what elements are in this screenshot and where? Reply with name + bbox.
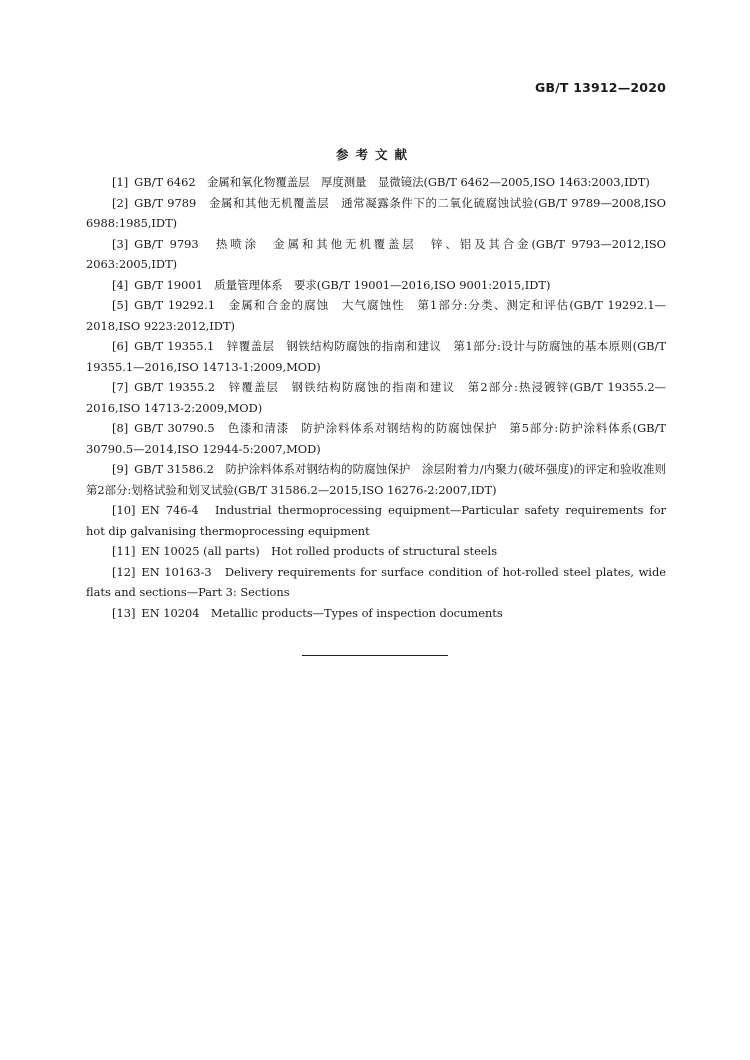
reference-item [86,336,666,377]
reference-text: GB/T 19292.1 金属和合金的腐蚀 大气腐蚀性 第1部分:分类、测定和评估(GB/T 19292.1—2018,ISO 9223:2012,IDT) [86,298,666,333]
reference-text: GB/T 9793 热喷涂 金属和其他无机覆盖层 锌、铝及其合金(GB/T 9793—2012,ISO 2063:2005,IDT) [86,236,666,271]
reference-item [86,562,666,603]
reference-number: [11] [112,544,136,558]
reference-item [86,377,666,418]
reference-item [86,500,666,541]
reference-item [86,193,666,234]
reference-text: EN 10025 (all parts) Hot rolled products of structural steels [141,544,498,558]
reference-text: EN 10163-3 Delivery requirements for surface condition of hot-rolled steel plates, wide flats and sections—Part 3: Sections [86,564,666,599]
reference-number: [7] [112,380,129,394]
reference-item [86,275,666,296]
reference-number: [10] [112,503,136,517]
reference-number: [2] [112,195,129,210]
section-title: 参考文献 [335,147,414,162]
end-rule [302,655,448,656]
reference-list [86,172,678,623]
reference-number: [9] [112,462,129,476]
reference-text: GB/T 9789 金属和其他无机覆盖层 通常凝露条件下的二氧化硫腐蚀试验(GB/T 9789—2008,ISO 6988:1985,IDT) [86,195,666,230]
reference-text: GB/T 30790.5 色漆和清漆 防护涂料体系对钢结构的防腐蚀保护 第5部分:防护涂料体系(GB/T 30790.5—2014,ISO 12944-5:2007,MOD) [86,421,666,456]
reference-text: EN 10204 Metallic products—Types of inspection documents [141,605,503,620]
reference-item [86,541,666,562]
reference-text: EN 746-4 Industrial thermoprocessing equipment—Particular safety requirements for hot dip galvanising thermoprocessing equipment [86,503,666,538]
reference-text: GB/T 19355.2 锌覆盖层 钢铁结构防腐蚀的指南和建议 第2部分:热浸镀锌(GB/T 19355.2—2016,ISO 14713-2:2009,MOD) [86,380,666,415]
reference-item [86,459,678,500]
reference-text: GB/T 6462 金属和氧化物覆盖层 厚度测量 显微镜法(GB/T 6462—2005,ISO 1463:2003,IDT) [134,175,650,189]
reference-number: [12] [112,564,136,579]
reference-item [86,234,666,275]
reference-item [86,603,666,624]
reference-item [86,172,666,193]
reference-number: [6] [112,339,129,353]
reference-number: [1] [112,175,129,189]
reference-item [86,418,666,459]
standard-code: GB/T 13912—2020 [534,80,666,95]
reference-text: GB/T 19001 质量管理体系 要求(GB/T 19001—2016,ISO 9001:2015,IDT) [134,277,551,292]
reference-text: GB/T 19355.1 锌覆盖层 钢铁结构防腐蚀的指南和建议 第1部分:设计与防腐蚀的基本原则(GB/T 19355.1—2016,ISO 14713-1:2009,MOD) [86,339,666,374]
reference-number: [5] [112,298,129,312]
reference-text: GB/T 31586.2 防护涂料体系对钢结构的防腐蚀保护 涂层附着力/内聚力(破坏强度)的评定和验收准则 第2部分:划格试验和划叉试验(GB/T 31586.2—2015,ISO 16276-2:2007,IDT) [86,462,678,497]
reference-number: [13] [112,605,136,620]
reference-number: [3] [112,236,129,251]
reference-item [86,295,666,336]
reference-number: [8] [112,421,129,435]
reference-number: [4] [112,277,129,292]
